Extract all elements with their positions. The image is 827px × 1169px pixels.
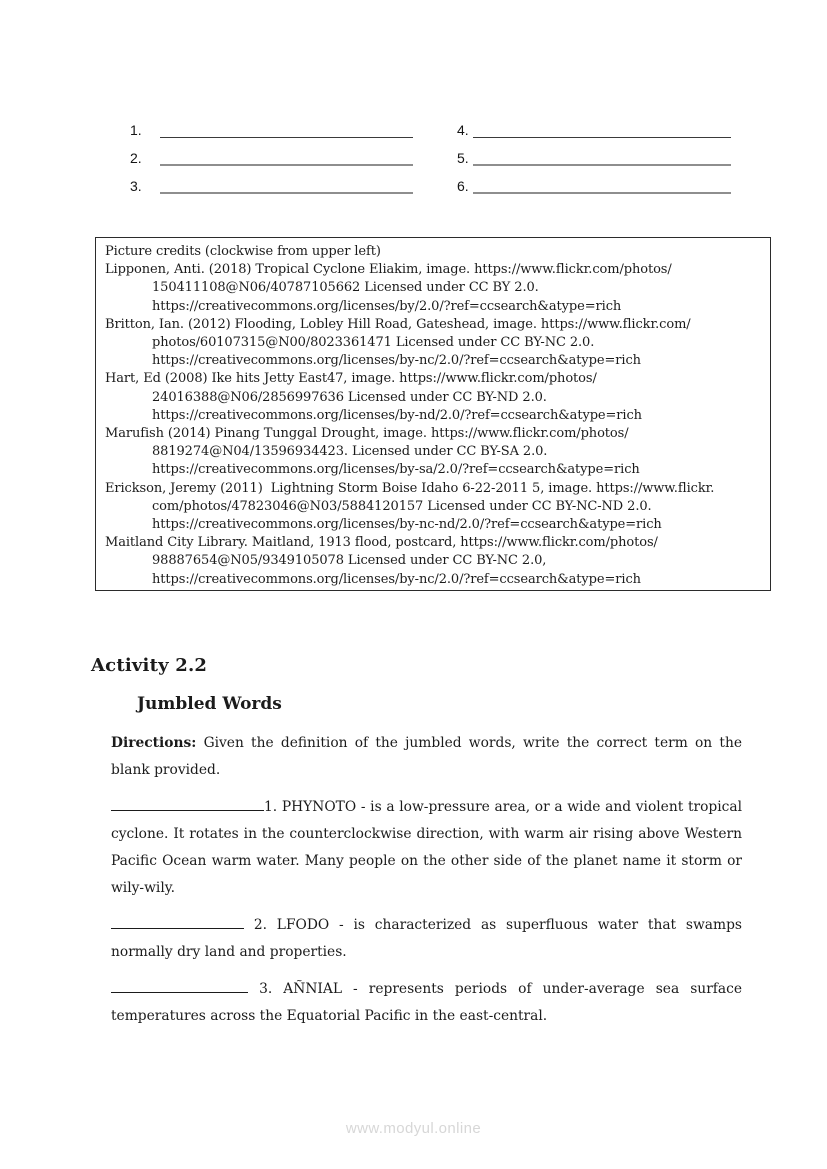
numbered-answer-row xyxy=(130,166,413,194)
answer-blank-line-2 xyxy=(111,913,244,929)
credit-line: 150411108@N06/40787105662 Licensed under CC BY 2.0. xyxy=(152,280,539,296)
credit-line: Maitland City Library. Maitland, 1913 flood, postcard, https://www.flickr.com/photos/ xyxy=(105,535,658,551)
answer-line xyxy=(160,176,413,194)
answer-number: 3. xyxy=(130,178,142,194)
jumbled-item-2 xyxy=(111,912,742,966)
numbered-answer-row xyxy=(457,138,731,166)
credit-line: https://creativecommons.org/licenses/by-sa/2.0/?ref=ccsearch&atype=rich xyxy=(152,462,640,478)
answer-line xyxy=(160,121,413,138)
answer-number: 2. xyxy=(130,150,142,166)
item-text: LFODO - is characterized as superfluous water that swamps normally dry land and properties. xyxy=(111,917,743,960)
numbered-answer-row xyxy=(130,110,413,138)
answer-line xyxy=(473,121,731,138)
item-number: 3. xyxy=(259,981,273,997)
answer-number: 5. xyxy=(457,150,469,166)
credit-line: Britton, Ian. (2012) Flooding, Lobley Hill Road, Gateshead, image. https://www.flickr.com/ xyxy=(105,316,691,332)
answer-number: 1. xyxy=(130,122,142,138)
answer-blanks-left-column xyxy=(130,110,413,194)
credit-line: 24016388@N06/2856997636 Licensed under CC BY-ND 2.0. xyxy=(152,389,547,405)
answer-blank-line-1 xyxy=(111,795,264,811)
credit-line: https://creativecommons.org/licenses/by-nd/2.0/?ref=ccsearch&atype=rich xyxy=(152,407,642,423)
credit-line: Marufish (2014) Pinang Tunggal Drought, image. https://www.flickr.com/photos/ xyxy=(105,426,629,442)
credit-line: https://creativecommons.org/licenses/by-nc/2.0/?ref=ccsearch&atype=rich xyxy=(152,353,641,369)
credit-line: com/photos/47823046@N03/5884120157 Licensed under CC BY-NC-ND 2.0. xyxy=(152,498,652,514)
activity-subtitle: Jumbled Words xyxy=(137,694,282,714)
directions-text: Given the definition of the jumbled words, write the correct term on the blank provided. xyxy=(111,735,742,778)
credit-line: Picture credits (clockwise from upper left) xyxy=(105,244,381,259)
answer-line xyxy=(473,148,731,166)
credit-line: photos/60107315@N00/8023361471 Licensed under CC BY-NC 2.0. xyxy=(152,335,595,351)
credit-line: Lipponen, Anti. (2018) Tropical Cyclone Eliakim, image. https://www.flickr.com/photos/ xyxy=(105,262,672,278)
numbered-answer-row xyxy=(457,110,731,138)
activity-section xyxy=(91,655,742,1030)
item-text: PHYNOTO - is a low-pressure area, or a wide and violent tropical cyclone. It rotates in the counterclockwise direction, with warm air rising above Western Pacific Ocean warm water. Many people on the other side of the planet name it storm or wily-wily. xyxy=(111,799,743,896)
credit-line: https://creativecommons.org/licenses/by/2.0/?ref=ccsearch&atype=rich xyxy=(152,298,622,314)
credit-line: https://creativecommons.org/licenses/by-nc/2.0/?ref=ccsearch&atype=rich xyxy=(152,571,641,587)
answer-line xyxy=(160,148,413,166)
answer-blank-line-3 xyxy=(111,977,248,993)
credit-line: Hart, Ed (2008) Ike hits Jetty East47, image. https://www.flickr.com/photos/ xyxy=(105,371,597,387)
item-text: AÑNIAL - represents periods of under-average sea surface temperatures across the Equatorial Pacific in the east-central. xyxy=(111,981,743,1024)
directions-label: Directions: xyxy=(111,735,197,751)
item-number: 2. xyxy=(253,917,267,933)
answer-number: 6. xyxy=(457,178,469,194)
numbered-answer-row xyxy=(130,138,413,166)
picture-credits-box xyxy=(95,237,771,591)
directions-paragraph xyxy=(111,730,742,784)
answer-blanks-right-column xyxy=(457,110,731,194)
answer-number: 4. xyxy=(457,122,469,138)
jumbled-item-1 xyxy=(111,794,742,902)
credit-line: Erickson, Jeremy (2011) Lightning Storm Boise Idaho 6-22-2011 5, image. https://www.flickr. xyxy=(105,480,715,496)
activity-title: Activity 2.2 xyxy=(91,655,208,676)
watermark: www.modyul.online xyxy=(345,1120,482,1137)
numbered-answer-row xyxy=(457,166,731,194)
item-number: 1. xyxy=(264,799,278,815)
answer-line xyxy=(473,176,731,194)
credit-line: 8819274@N04/13596934423. Licensed under CC BY-SA 2.0. xyxy=(152,444,548,460)
credit-line: 98887654@N05/9349105078 Licensed under CC BY-NC 2.0, xyxy=(152,553,547,569)
credit-line: https://creativecommons.org/licenses/by-nc-nd/2.0/?ref=ccsearch&atype=rich xyxy=(152,517,662,533)
jumbled-item-3 xyxy=(111,976,742,1030)
